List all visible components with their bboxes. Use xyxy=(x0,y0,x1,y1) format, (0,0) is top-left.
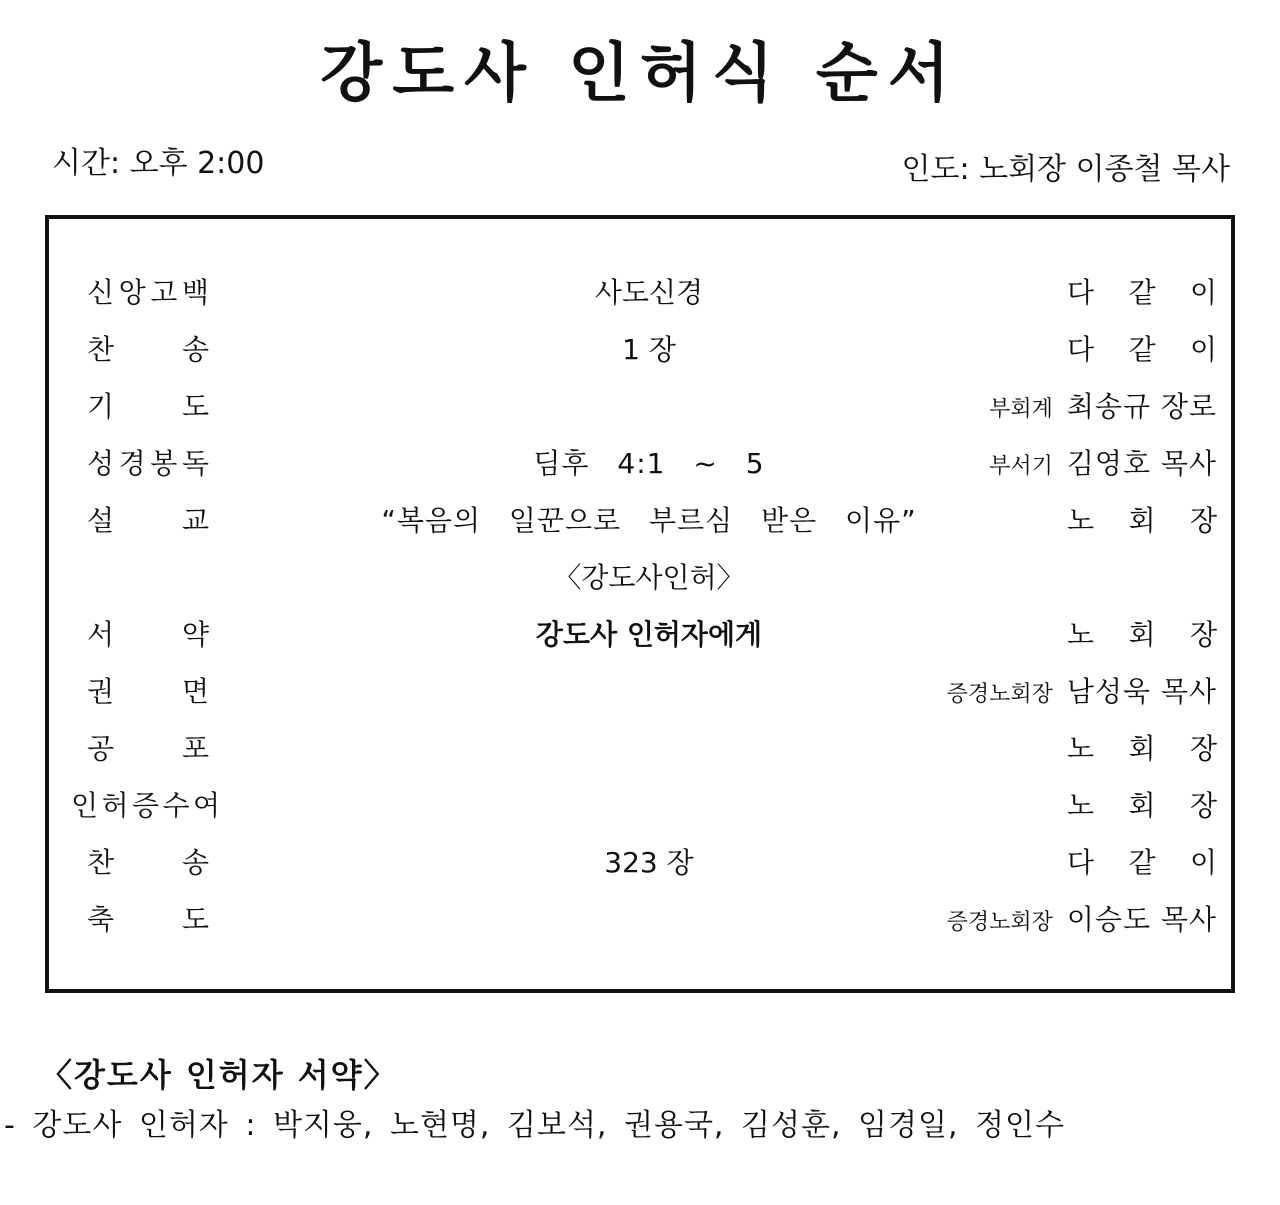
program-label: 인 허 증 수 여 xyxy=(71,789,221,822)
page-title: 강도사 인허식 순서 xyxy=(320,37,960,111)
program-row xyxy=(49,442,1231,492)
program-row xyxy=(49,727,1231,777)
person-name: 남성욱 목사 xyxy=(1066,675,1217,708)
oath-heading: 〈강도사 인허자 서약〉 xyxy=(40,1056,398,1094)
person-name: 다 같 이 xyxy=(1067,276,1217,309)
program-label: 신 앙 고 백 xyxy=(87,276,209,309)
program-box xyxy=(45,215,1235,993)
program-row xyxy=(49,784,1231,834)
person-name: 이승도 목사 xyxy=(1066,903,1217,936)
program-label: 설 교 xyxy=(87,504,209,537)
program-person xyxy=(1067,727,1217,767)
program-label: 성 경 봉 독 xyxy=(87,447,209,480)
program-label: 찬 송 xyxy=(87,846,209,879)
person-name: 다 같 이 xyxy=(1067,846,1217,879)
program-person xyxy=(1067,784,1217,824)
program-person xyxy=(989,442,1217,482)
program-row xyxy=(49,670,1231,720)
program-row xyxy=(49,328,1231,378)
person-role: 부회계 xyxy=(989,397,1053,422)
section-divider: 〈강도사인허〉 xyxy=(553,561,745,594)
person-name: 다 같 이 xyxy=(1067,333,1217,366)
program-content: 딤후 4:1 ~ 5 xyxy=(533,447,765,480)
program-person xyxy=(1067,328,1217,368)
program-row xyxy=(49,613,1231,663)
program-person xyxy=(947,898,1217,938)
program-person xyxy=(1067,613,1217,653)
person-name: 김영호 목사 xyxy=(1066,447,1217,480)
program-content: 1 장 xyxy=(622,333,676,366)
program-content: 323 장 xyxy=(604,846,694,879)
program-label: 기 도 xyxy=(87,390,209,423)
program-label: 서 약 xyxy=(87,618,209,651)
program-row xyxy=(49,841,1231,891)
program-row xyxy=(49,898,1231,948)
person-role: 부서기 xyxy=(989,454,1053,479)
program-label: 권 면 xyxy=(87,675,209,708)
program-person xyxy=(1067,841,1217,881)
program-person xyxy=(947,670,1217,710)
program-person xyxy=(989,385,1217,425)
person-name: 노 회 장 xyxy=(1067,732,1217,765)
person-name: 최송규 장로 xyxy=(1066,390,1217,423)
person-role: 증경노회장 xyxy=(946,682,1053,707)
program-content: 강도사 인허자에게 xyxy=(535,618,763,651)
program-row xyxy=(49,499,1231,549)
time-info: 시간: 오후 2:00 xyxy=(52,146,265,181)
program-label: 공 포 xyxy=(87,732,209,765)
program-row xyxy=(49,556,1231,606)
person-name: 노 회 장 xyxy=(1067,618,1217,651)
person-role: 증경노회장 xyxy=(946,910,1053,935)
program-person xyxy=(1067,499,1217,539)
leader-info: 인도: 노회장 이종철 목사 xyxy=(901,152,1230,187)
program-label: 축 도 xyxy=(87,903,209,936)
program-row xyxy=(49,385,1231,435)
program-content: 사도신경 xyxy=(594,276,704,309)
person-name: 노 회 장 xyxy=(1067,504,1217,537)
person-name: 노 회 장 xyxy=(1067,789,1217,822)
program-content: “복음의 일꾼으로 부르심 받은 이유” xyxy=(381,504,917,537)
program-person xyxy=(1067,271,1217,311)
program-row xyxy=(49,271,1231,321)
program-label: 찬 송 xyxy=(87,333,209,366)
participants-line: - 강도사 인허자 : 박지웅, 노현명, 김보석, 권용국, 김성훈, 임경일, 정인수 xyxy=(4,1108,1065,1143)
